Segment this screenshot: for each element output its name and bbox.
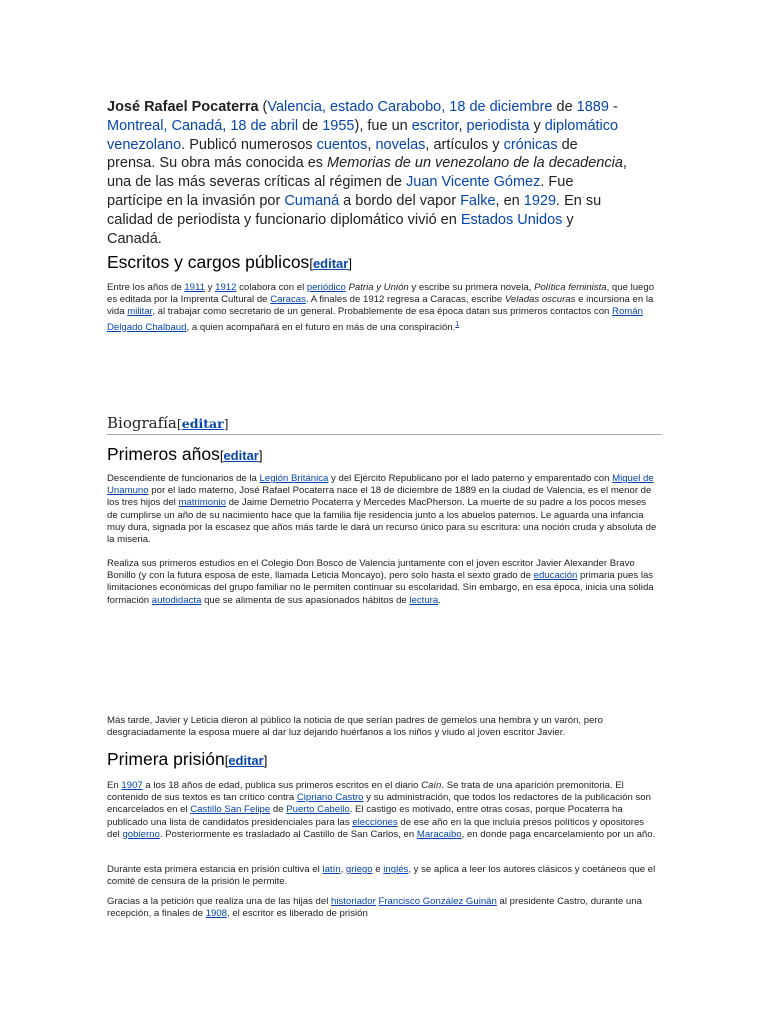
educacion-link[interactable]: educación (533, 570, 578, 582)
periodista-link[interactable]: periodista (466, 117, 530, 134)
chalbaud-link[interactable]: Román Delgado Chalbaud (107, 306, 643, 333)
legion-link[interactable]: Legión Británica (259, 473, 329, 484)
autodidacta-link[interactable]: autodidacta (151, 594, 202, 606)
biografia-heading: Biografía[editar] (107, 414, 229, 432)
prision-paragraph-1: En 1907 a los 18 años de edad, publica sus primeros escritos en el diario Caín. Se trata de una aparición premonitoria. El contenido de sus textos es tan crítico contra Cipriano Castro y su administración, que todos los redactores de la publicación son encarcelados en el Castillo San Felipe de Puerto Cabello. El castigo es motivado, entre otras cosas, porque Pocaterra ha publicado una lista de candidatos presidenciales para las elecciones de ese año en la que incluía presos políticos y opositores del gobierno. Posteriormente es trasladado al Castillo de San Carlos, en Maracaibo, en donde paga encarcelamiento por un año. (107, 780, 656, 840)
latin-link[interactable]: latín (322, 864, 341, 875)
unamuno-link[interactable]: Miguel de Unamuno (107, 473, 654, 497)
novel-title: Política feminista (534, 282, 607, 293)
newspaper-title: Caín (421, 780, 442, 791)
prision-paragraph-2: Durante esta primera estancia en prisión cultiva el latín, griego e inglés, y se aplica a leer los autores clásicos y coetáneos que el comité de censura de la prisión le permite. (107, 864, 656, 888)
gomez-link[interactable]: Juan Vicente Gómez (406, 174, 541, 191)
escritor-link[interactable]: escritor (411, 117, 459, 134)
escritos-heading: Escritos y cargos públicos[editar] (107, 252, 352, 272)
primeros-heading: Primeros años[editar] (107, 444, 263, 464)
article-subject: José Rafael Pocaterra (107, 99, 259, 115)
gobierno-link[interactable]: gobierno (122, 828, 160, 840)
intro-paragraph: José Rafael Pocaterra (Valencia, estado Carabobo, 18 de diciembre de 1889 - Montreal, Canadá, 18 de abril de 1955), fue un escritor, periodista y diplomático venezolano. Publicó numerosos cuentos, novelas, artículos y crónicas de prensa. Su obra más conocida es Memorias de un venezolano de la decadencia, una de las más severas críticas al régimen de Juan Vicente Gómez. Fue partícipe en la invasión por Cumaná a bordo del vapor Falke, en 1929. En su calidad de periodista y funcionario diplomático vivió en Estados Unidos y Canadá. (107, 99, 627, 247)
puerto-cabello-link[interactable]: Puerto Cabello (286, 804, 350, 816)
edit-link[interactable]: editar (228, 753, 264, 768)
novelas-link[interactable]: novelas (375, 136, 426, 153)
elecciones-link[interactable]: elecciones (352, 816, 398, 828)
newspaper-title: Patria y Unión (348, 282, 409, 293)
veladas-title: Veladas oscuras (504, 294, 576, 306)
prision-heading: Primera prisión[editar] (107, 749, 268, 769)
periodico-link[interactable]: periódico (306, 282, 346, 293)
falke-link[interactable]: Falke (460, 192, 496, 209)
edit-link[interactable]: editar (181, 416, 224, 431)
castro-link[interactable]: Cipriano Castro (296, 792, 364, 804)
historiador-link[interactable]: historiador (331, 896, 376, 907)
primeros-paragraph-1: Descendiente de funcionarios de la Legión Británica y del Ejército Republicano por el lado paterno y emparentado con Miguel de Unamuno por el lado materno, José Rafael Pocaterra nace el 18 de diciembre de 1889 en la ciudad de Valencia, es el menor de los tres hijos del matrimonio de Jaime Demetrio Pocaterra y Mercedes MacPherson. La muerte de su padre a los pocos meses de cumplirse un año de su nacimiento hace que la familia fije residencia junto a los abuelos paternos. Le aguarda una infancia muy dura, signada por la escasez que años más tarde le dará un recurso único para su escritura: una noción cruda y absoluta de la miseria. (107, 473, 657, 546)
eeuu-link[interactable]: Estados Unidos (460, 211, 563, 228)
guinan-link[interactable]: Francisco González Guinán (378, 896, 497, 907)
castillo-link[interactable]: Castillo San Felipe (190, 804, 271, 816)
cronicas-link[interactable]: crónicas (503, 136, 558, 153)
maracaibo-link[interactable]: Maracaibo (416, 828, 462, 840)
primeros-paragraph-3: Más tarde, Javier y Leticia dieron al público la noticia de que serían padres de gemelos una hembra y un varón, pero desgraciadamente la esposa muere al dar luz dejando huérfanos a los niños y viudo al joven escritor Javier. (107, 715, 603, 739)
deathplace-link[interactable]: Montreal, Canadá, 18 de abril (107, 117, 299, 134)
escritos-paragraph: Entre los años de 1911 y 1912 colabora con el periódico Patria y Unión y escribe su primera novela, Política feminista, que luego es editada por la Imprenta Cultural de Caracas. A finales de 1912 regresa a Caracas, escribe Veladas oscuras e incursiona en la vida militar, al trabajar como secretario de un general. Probablemente de esa época datan sus primeros contactos con Román Delgado Chalbaud, a quien acompañará en el futuro en más de una conspiración.$^1$ (107, 282, 655, 333)
cuentos-link[interactable]: cuentos (316, 136, 368, 153)
edit-link[interactable]: editar (312, 256, 349, 271)
diplomatico-link[interactable]: diplomático venezolano (107, 117, 619, 153)
lectura-link[interactable]: lectura (409, 594, 439, 606)
caracas-link[interactable]: Caracas (270, 294, 306, 306)
primeros-paragraph-2: Realiza sus primeros estudios en el Colegio Don Bosco de Valencia juntamente con el joven escritor Javier Alexander Bravo Bonillo (y con la futura esposa de este, llamada Leticia Moncayo), pero solo hasta el sexto grado de educación primaria pues las limitaciones económicas del grupo familiar no le permiten continuar su escolaridad. Sin embargo, en esa época, inicia una sólida formación autodidacta que se alimenta de sus apasionados hábitos de lectura. (107, 558, 654, 606)
year-1908-link[interactable]: 1908 (205, 908, 228, 920)
cumana-link[interactable]: Cumaná (284, 192, 340, 209)
year-1911-link[interactable]: 1911 (184, 282, 205, 293)
reference-link[interactable]: 1 (455, 320, 460, 328)
ingles-link[interactable]: inglés (383, 864, 409, 875)
birthplace-link[interactable]: Valencia, estado Carabobo, 18 de diciembre (267, 99, 553, 115)
edit-link[interactable]: editar (223, 448, 259, 463)
birth-year-link[interactable]: 1889 (576, 99, 609, 115)
militar-link[interactable]: militar (127, 306, 153, 318)
section-divider (107, 434, 662, 435)
prision-paragraph-3: Gracias a la petición que realiza una de las hijas del historiador Francisco González Guinán al presidente Castro, durante una recepción, a finales de 1908, el escritor es liberado de prisión (107, 896, 642, 920)
year-1929-link[interactable]: 1929 (523, 192, 557, 209)
book-title: Memorias de un venezolano de la decadencia (327, 155, 623, 172)
year-1907-link[interactable]: 1907 (121, 780, 143, 791)
year-1912-link[interactable]: 1912 (215, 282, 237, 293)
death-year-link[interactable]: 1955 (322, 117, 355, 134)
griego-link[interactable]: griego (345, 864, 373, 875)
matrimonio-link[interactable]: matrimonio (178, 497, 226, 509)
